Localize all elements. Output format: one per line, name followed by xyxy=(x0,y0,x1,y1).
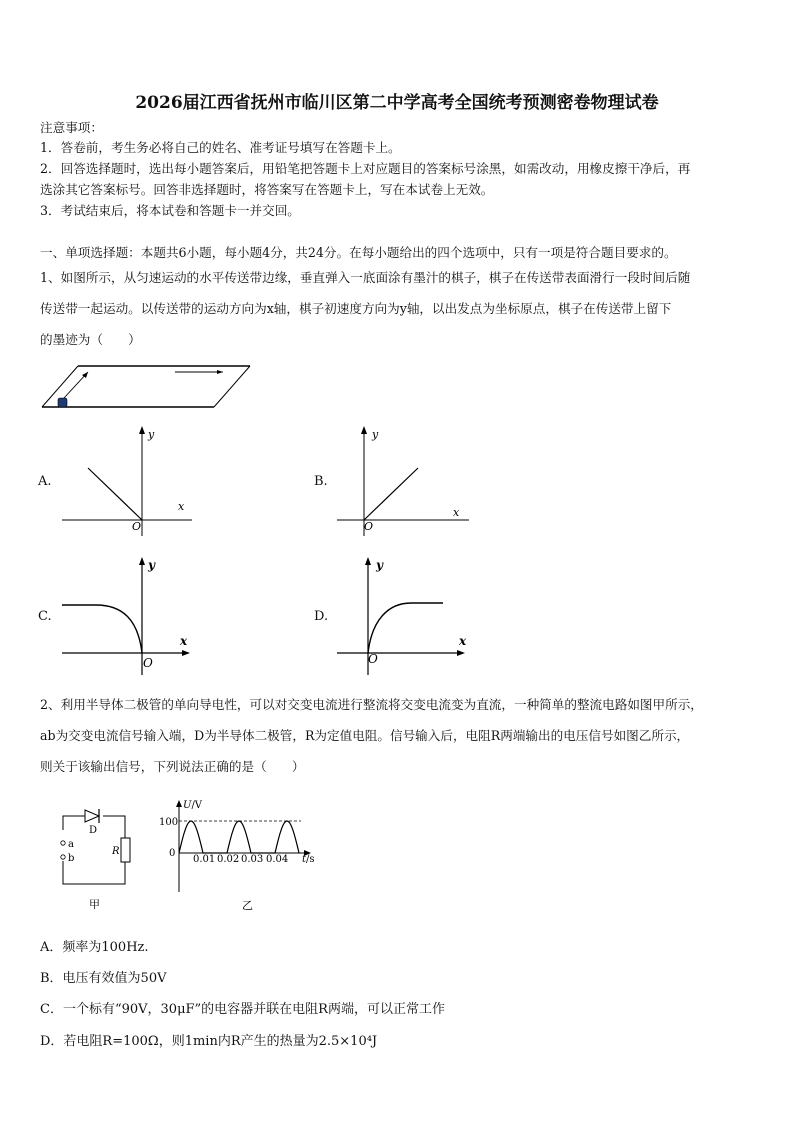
q1-option-label: B. xyxy=(314,474,328,489)
x-axis-label: x xyxy=(453,506,460,519)
notice-heading: 注意事项： xyxy=(40,120,103,135)
notice-item: 2．回答选择题时，选出每小题答案后，用铅笔把答题卡上对应题目的答案标号涂黑，如需改动，用橡皮擦干净后，再 xyxy=(40,161,691,176)
q2-option: A．频率为100Hz. xyxy=(40,940,149,955)
q1-option-label: A. xyxy=(38,474,52,489)
question-1-line: 1、如图所示，从匀速运动的水平传送带边缘，垂直弹入一底面涂有墨汁的棋子，棋子在传送带表面滑行一段时间后随 xyxy=(40,270,691,285)
x-axis-label: x xyxy=(459,634,467,648)
y-axis-label: y xyxy=(376,558,383,572)
x-tick-label: 0.04 xyxy=(266,854,289,865)
question-2-line: 则关于该输出信号，下列说法正确的是（ ） xyxy=(40,759,305,774)
notice-item: 1．答卷前，考生务必将自己的姓名、准考证号填写在答题卡上。 xyxy=(40,140,401,155)
graph-d xyxy=(335,555,475,670)
graph-a xyxy=(60,424,200,539)
x-tick-label: 0.03 xyxy=(241,854,264,865)
graph-c xyxy=(60,555,200,670)
x-axis-label: x xyxy=(178,500,185,513)
q2-option: C．一个标有“90V，30μF”的电容器并联在电阻R两端，可以正常工作 xyxy=(40,1002,445,1017)
rectified-waveform xyxy=(179,821,299,853)
question-1-line: 传送带一起运动。以传送带的运动方向为x轴，棋子初速度方向为y轴，以出发点为坐标原点，棋子在传送带上留下 xyxy=(40,301,672,316)
x-tick-label: 0.01 xyxy=(193,854,216,865)
section-heading: 一、单项选择题：本题共6小题，每小题4分，共24分。在每小题给出的四个选项中，只有一项是符合题目要求的。 xyxy=(40,245,677,260)
voltage-graph-figure xyxy=(155,796,325,914)
origin-label: O xyxy=(368,652,378,666)
notice-item: 3．考试结束后，将本试卷和答题卡一并交回。 xyxy=(40,203,300,218)
q1-option-label: D. xyxy=(314,609,329,624)
y-tick-label: 100 xyxy=(159,817,179,828)
resistor-icon xyxy=(121,838,130,862)
question-2-line: 2、利用半导体二极管的单向导电性，可以对交变电流进行整流将交变电流变为直流，一种简单的整流电路如图甲所示， xyxy=(40,697,703,712)
graph-b xyxy=(335,424,475,539)
conveyor-belt-figure xyxy=(38,360,253,412)
rectifier-circuit-figure xyxy=(55,800,145,912)
terminal-a-label: a xyxy=(68,839,74,850)
origin-label: O xyxy=(364,520,374,533)
graph-y-label: U/V xyxy=(183,800,203,811)
zero-label: 0 xyxy=(169,848,176,859)
y-axis-label: y xyxy=(372,428,379,441)
origin-label: O xyxy=(132,520,142,533)
graph-x-label: t/s xyxy=(302,854,315,865)
question-1-line: 的墨迹为（ ） xyxy=(40,332,141,347)
figure-caption: 甲 xyxy=(89,898,100,911)
question-2-line: ab为交变电流信号输入端，D为半导体二极管，R为定值电阻。信号输入后，电阻R两端输出的电压信号如图乙所示， xyxy=(40,728,690,743)
notice-item: 选涂其它答案标号。回答非选择题时，将答案写在答题卡上，写在本试卷上无效。 xyxy=(40,182,494,197)
x-tick-label: 0.02 xyxy=(217,854,240,865)
x-axis-label: x xyxy=(180,634,188,648)
figure-caption: 乙 xyxy=(242,899,253,912)
page-title: 2026届江西省抚州市临川区第二中学高考全国统考预测密卷物理试卷 xyxy=(135,93,659,113)
origin-label: O xyxy=(143,656,153,670)
diode-icon xyxy=(85,810,99,822)
diode-label: D xyxy=(89,825,98,836)
y-axis-label: y xyxy=(148,558,155,572)
q2-option: B．电压有效值为50V xyxy=(40,971,167,986)
q1-option-label: C. xyxy=(38,609,52,624)
q2-option: D．若电阻R=100Ω，则1min内R产生的热量为2.5×10⁴J xyxy=(40,1034,378,1049)
y-axis-label: y xyxy=(148,428,155,441)
terminal-b-label: b xyxy=(68,853,75,864)
resistor-label: R xyxy=(112,846,120,857)
